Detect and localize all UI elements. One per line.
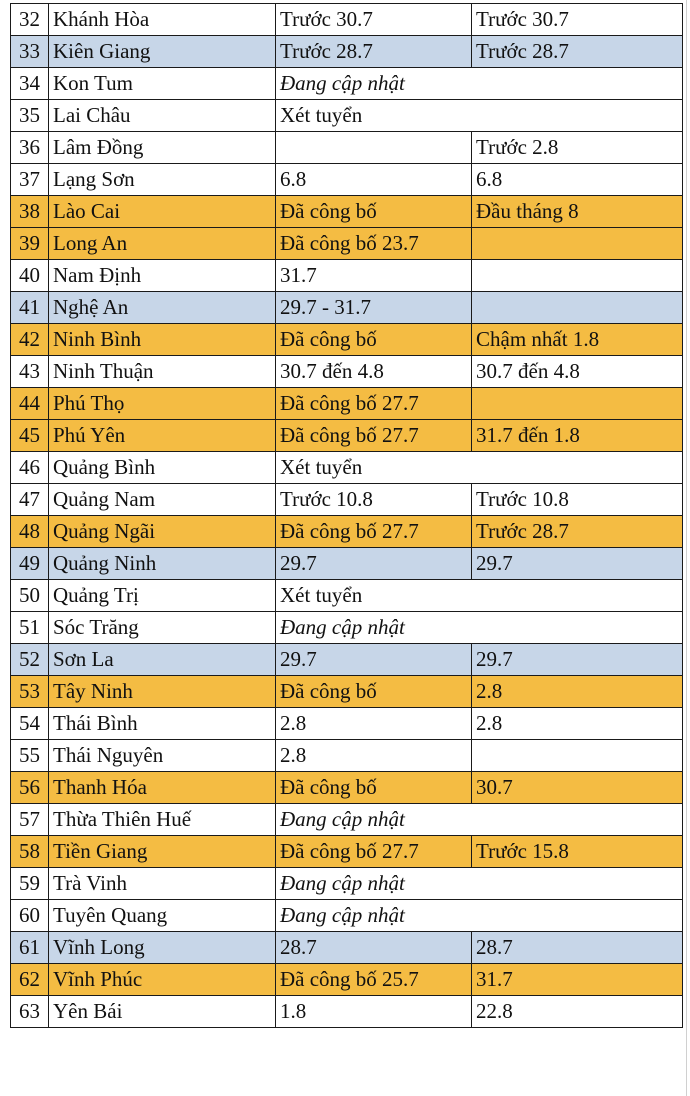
province-schedule-table [10, 3, 683, 1028]
benchmark-date-cell[interactable]: Chậm nhất 1.8 [472, 324, 683, 356]
benchmark-date-cell[interactable] [472, 260, 683, 292]
province-cell[interactable]: Long An [49, 228, 276, 260]
row-number-cell[interactable]: 59 [11, 868, 49, 900]
row-number-cell[interactable]: 37 [11, 164, 49, 196]
benchmark-date-cell[interactable]: 30.7 [472, 772, 683, 804]
table-row[interactable] [11, 740, 683, 772]
benchmark-date-cell[interactable]: 29.7 [472, 548, 683, 580]
benchmark-date-cell[interactable]: Trước 28.7 [472, 516, 683, 548]
exam-score-date-cell[interactable]: Đã công bố 27.7 [276, 388, 472, 420]
row-number-cell[interactable]: 49 [11, 548, 49, 580]
benchmark-date-cell[interactable] [472, 228, 683, 260]
row-number-cell[interactable]: 50 [11, 580, 49, 612]
province-cell[interactable]: Thái Nguyên [49, 740, 276, 772]
row-number-cell[interactable]: 34 [11, 68, 49, 100]
province-cell[interactable]: Trà Vinh [49, 868, 276, 900]
province-cell[interactable]: Quảng Ninh [49, 548, 276, 580]
province-cell[interactable]: Thái Bình [49, 708, 276, 740]
province-cell[interactable]: Nghệ An [49, 292, 276, 324]
province-cell[interactable]: Kiên Giang [49, 36, 276, 68]
exam-score-date-cell[interactable]: Đã công bố 25.7 [276, 964, 472, 996]
province-cell[interactable]: Tuyên Quang [49, 900, 276, 932]
table-row[interactable] [11, 196, 683, 228]
benchmark-date-cell[interactable]: Trước 10.8 [472, 484, 683, 516]
province-cell[interactable]: Quảng Ngãi [49, 516, 276, 548]
exam-score-date-cell[interactable]: 2.8 [276, 708, 472, 740]
benchmark-date-cell[interactable]: 28.7 [472, 932, 683, 964]
benchmark-date-cell[interactable] [472, 740, 683, 772]
row-number-cell[interactable]: 60 [11, 900, 49, 932]
benchmark-date-cell[interactable]: 2.8 [472, 708, 683, 740]
province-cell[interactable]: Quảng Nam [49, 484, 276, 516]
exam-score-date-cell[interactable]: Đã công bố 27.7 [276, 516, 472, 548]
exam-score-date-cell[interactable]: Đã công bố [276, 772, 472, 804]
table-row[interactable] [11, 516, 683, 548]
row-number-cell[interactable]: 44 [11, 388, 49, 420]
exam-score-date-cell[interactable]: Đã công bố [276, 676, 472, 708]
table-row[interactable] [11, 228, 683, 260]
row-number-cell[interactable]: 61 [11, 932, 49, 964]
row-number-cell[interactable]: 42 [11, 324, 49, 356]
table-body [11, 4, 683, 1028]
table-row[interactable] [11, 452, 683, 484]
province-cell[interactable]: Lạng Sơn [49, 164, 276, 196]
row-number-cell[interactable]: 43 [11, 356, 49, 388]
table-row[interactable] [11, 356, 683, 388]
row-number-cell[interactable]: 58 [11, 836, 49, 868]
benchmark-date-cell[interactable]: Đầu tháng 8 [472, 196, 683, 228]
province-cell[interactable]: Sóc Trăng [49, 612, 276, 644]
benchmark-date-cell[interactable]: 22.8 [472, 996, 683, 1028]
row-number-cell[interactable]: 51 [11, 612, 49, 644]
table-row[interactable] [11, 548, 683, 580]
merged-status-cell[interactable]: Đang cập nhật [276, 900, 683, 932]
table-row[interactable] [11, 964, 683, 996]
province-cell[interactable]: Quảng Bình [49, 452, 276, 484]
province-cell[interactable]: Vĩnh Phúc [49, 964, 276, 996]
province-cell[interactable]: Tiền Giang [49, 836, 276, 868]
row-number-cell[interactable]: 33 [11, 36, 49, 68]
merged-status-cell[interactable]: Xét tuyển [276, 580, 683, 612]
table-row[interactable] [11, 836, 683, 868]
exam-score-date-cell[interactable]: Trước 10.8 [276, 484, 472, 516]
row-number-cell[interactable]: 39 [11, 228, 49, 260]
merged-status-cell[interactable]: Đang cập nhật [276, 868, 683, 900]
row-number-cell[interactable]: 48 [11, 516, 49, 548]
table-row[interactable] [11, 292, 683, 324]
row-number-cell[interactable]: 54 [11, 708, 49, 740]
exam-score-date-cell[interactable]: 30.7 đến 4.8 [276, 356, 472, 388]
table-row[interactable] [11, 100, 683, 132]
table-row[interactable] [11, 772, 683, 804]
province-cell[interactable]: Ninh Bình [49, 324, 276, 356]
table-row[interactable] [11, 68, 683, 100]
merged-status-cell[interactable]: Đang cập nhật [276, 804, 683, 836]
row-number-cell[interactable]: 53 [11, 676, 49, 708]
table-row[interactable] [11, 260, 683, 292]
benchmark-date-cell[interactable]: Trước 28.7 [472, 36, 683, 68]
row-number-cell[interactable]: 46 [11, 452, 49, 484]
table-row[interactable] [11, 132, 683, 164]
merged-status-cell[interactable]: Đang cập nhật [276, 68, 683, 100]
table-row[interactable] [11, 484, 683, 516]
exam-score-date-cell[interactable]: 2.8 [276, 740, 472, 772]
table-row[interactable] [11, 932, 683, 964]
benchmark-date-cell[interactable]: Trước 2.8 [472, 132, 683, 164]
province-cell[interactable]: Thanh Hóa [49, 772, 276, 804]
province-cell[interactable]: Quảng Trị [49, 580, 276, 612]
row-number-cell[interactable]: 38 [11, 196, 49, 228]
exam-score-date-cell[interactable]: Đã công bố [276, 196, 472, 228]
row-number-cell[interactable]: 36 [11, 132, 49, 164]
row-number-cell[interactable]: 63 [11, 996, 49, 1028]
row-number-cell[interactable]: 62 [11, 964, 49, 996]
exam-score-date-cell[interactable]: Đã công bố 23.7 [276, 228, 472, 260]
province-cell[interactable]: Khánh Hòa [49, 4, 276, 36]
row-number-cell[interactable]: 55 [11, 740, 49, 772]
benchmark-date-cell[interactable] [472, 292, 683, 324]
row-number-cell[interactable]: 35 [11, 100, 49, 132]
benchmark-date-cell[interactable]: 6.8 [472, 164, 683, 196]
table-row[interactable] [11, 580, 683, 612]
merged-status-cell[interactable]: Xét tuyển [276, 100, 683, 132]
row-number-cell[interactable]: 57 [11, 804, 49, 836]
row-number-cell[interactable]: 40 [11, 260, 49, 292]
table-row[interactable] [11, 644, 683, 676]
exam-score-date-cell[interactable]: Đã công bố 27.7 [276, 836, 472, 868]
row-number-cell[interactable]: 32 [11, 4, 49, 36]
sheet-right-edge [686, 0, 687, 1096]
province-cell[interactable]: Lào Cai [49, 196, 276, 228]
exam-score-date-cell[interactable]: 28.7 [276, 932, 472, 964]
table-row[interactable] [11, 868, 683, 900]
table-row[interactable] [11, 164, 683, 196]
exam-score-date-cell[interactable]: Trước 28.7 [276, 36, 472, 68]
exam-score-date-cell[interactable]: 29.7 - 31.7 [276, 292, 472, 324]
province-cell[interactable]: Ninh Thuận [49, 356, 276, 388]
benchmark-date-cell[interactable] [472, 388, 683, 420]
province-cell[interactable]: Yên Bái [49, 996, 276, 1028]
benchmark-date-cell[interactable]: 2.8 [472, 676, 683, 708]
table-row[interactable] [11, 900, 683, 932]
province-cell[interactable]: Sơn La [49, 644, 276, 676]
row-number-cell[interactable]: 56 [11, 772, 49, 804]
merged-status-cell[interactable]: Xét tuyển [276, 452, 683, 484]
exam-score-date-cell[interactable]: 31.7 [276, 260, 472, 292]
table-row[interactable] [11, 804, 683, 836]
exam-score-date-cell[interactable]: Trước 30.7 [276, 4, 472, 36]
province-cell[interactable]: Vĩnh Long [49, 932, 276, 964]
province-cell[interactable]: Phú Thọ [49, 388, 276, 420]
exam-score-date-cell[interactable]: Đã công bố [276, 324, 472, 356]
row-number-cell[interactable]: 47 [11, 484, 49, 516]
province-cell[interactable]: Kon Tum [49, 68, 276, 100]
row-number-cell[interactable]: 45 [11, 420, 49, 452]
table-row[interactable] [11, 420, 683, 452]
province-cell[interactable]: Lâm Đồng [49, 132, 276, 164]
exam-score-date-cell[interactable]: 1.8 [276, 996, 472, 1028]
table-row[interactable] [11, 324, 683, 356]
exam-score-date-cell[interactable]: 29.7 [276, 548, 472, 580]
table-row[interactable] [11, 36, 683, 68]
merged-status-cell[interactable]: Đang cập nhật [276, 612, 683, 644]
province-cell[interactable]: Lai Châu [49, 100, 276, 132]
row-number-cell[interactable]: 52 [11, 644, 49, 676]
table-row[interactable] [11, 388, 683, 420]
province-cell[interactable]: Phú Yên [49, 420, 276, 452]
exam-score-date-cell[interactable] [276, 132, 472, 164]
exam-score-date-cell[interactable]: Đã công bố 27.7 [276, 420, 472, 452]
province-cell[interactable]: Tây Ninh [49, 676, 276, 708]
benchmark-date-cell[interactable]: 31.7 [472, 964, 683, 996]
benchmark-date-cell[interactable]: Trước 30.7 [472, 4, 683, 36]
table-row[interactable] [11, 996, 683, 1028]
exam-score-date-cell[interactable]: 29.7 [276, 644, 472, 676]
row-number-cell[interactable]: 41 [11, 292, 49, 324]
benchmark-date-cell[interactable]: 29.7 [472, 644, 683, 676]
exam-score-date-cell[interactable]: 6.8 [276, 164, 472, 196]
table-row[interactable] [11, 4, 683, 36]
benchmark-date-cell[interactable]: Trước 15.8 [472, 836, 683, 868]
benchmark-date-cell[interactable]: 31.7 đến 1.8 [472, 420, 683, 452]
table-row[interactable] [11, 676, 683, 708]
table-row[interactable] [11, 612, 683, 644]
province-cell[interactable]: Thừa Thiên Huế [49, 804, 276, 836]
table-row[interactable] [11, 708, 683, 740]
province-cell[interactable]: Nam Định [49, 260, 276, 292]
benchmark-date-cell[interactable]: 30.7 đến 4.8 [472, 356, 683, 388]
